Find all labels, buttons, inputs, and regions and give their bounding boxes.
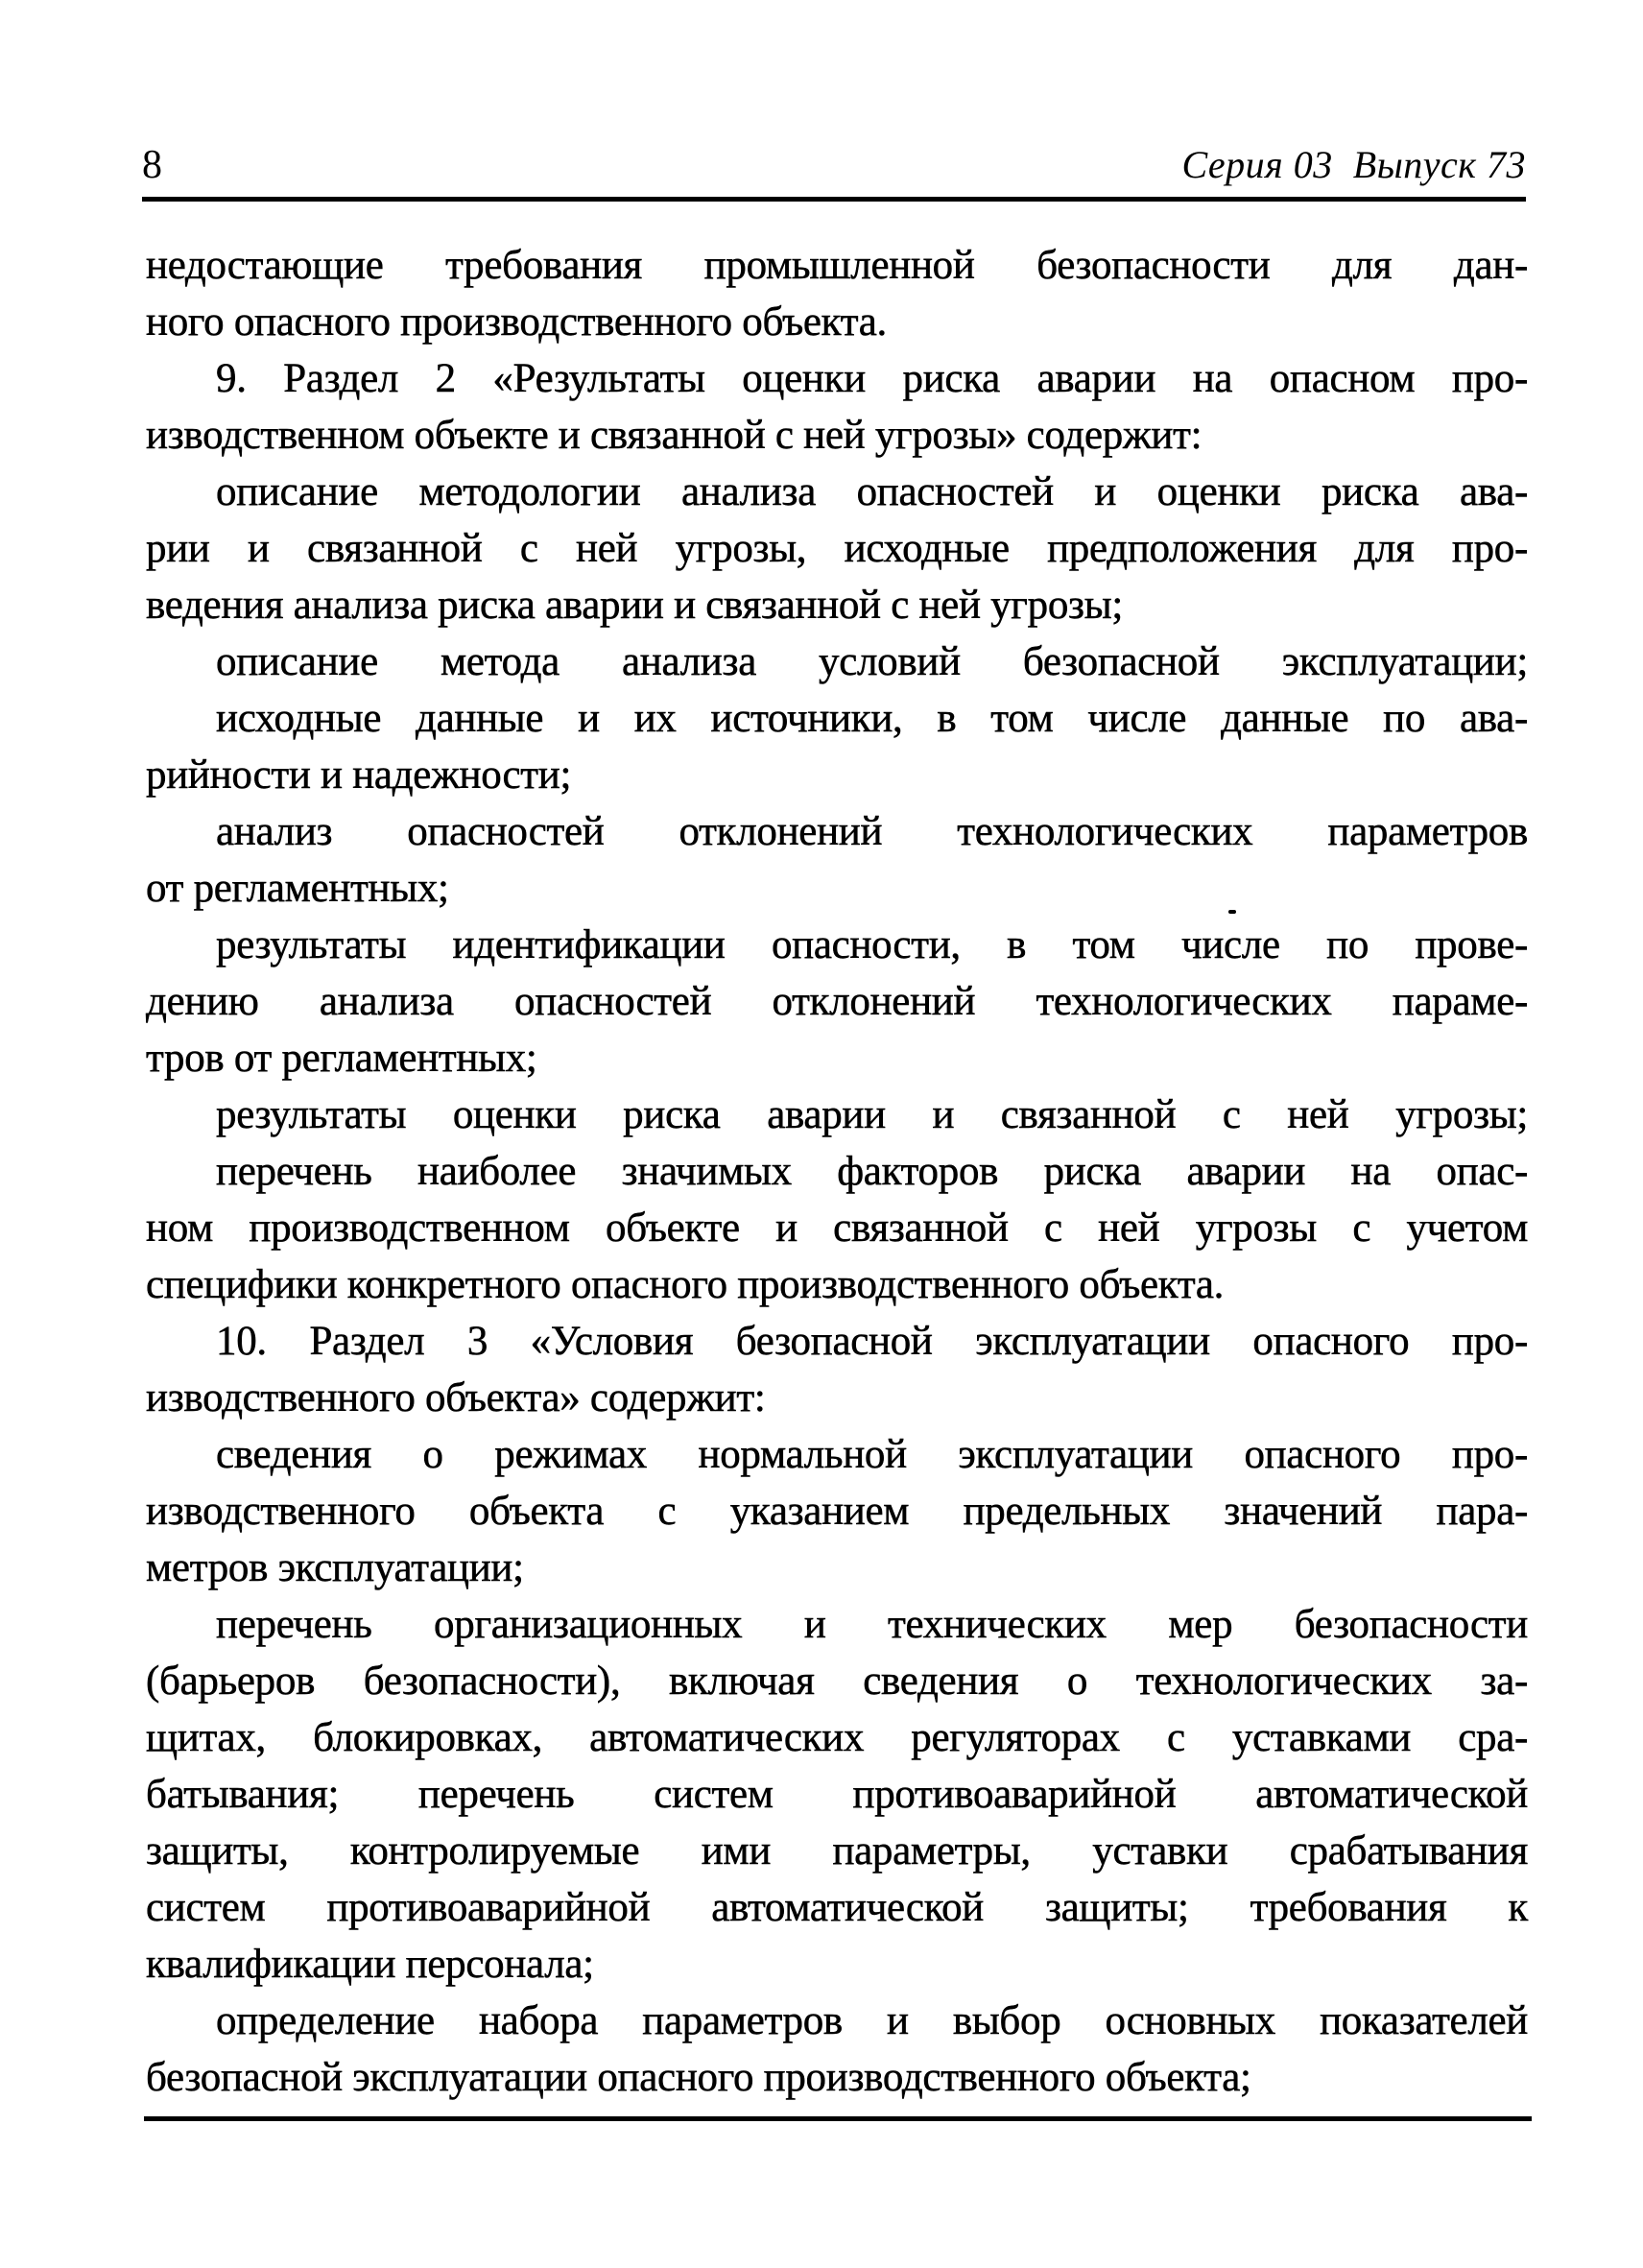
text-line: специфики конкретного опасного производственного объекта. <box>146 1262 1225 1307</box>
scan-artifact-speck <box>1228 910 1236 914</box>
header-series-title: Серия 03 Выпуск 73 <box>1181 143 1526 186</box>
text-line: изводственного объекта» содержит: <box>146 1375 766 1420</box>
text-line: квалификации персонала; <box>146 1942 594 1987</box>
text-line: рийности и надежности; <box>146 752 572 798</box>
text-block <box>146 237 1528 2106</box>
text-line: описание метода анализа условий безопасной эксплуатации; <box>216 639 1528 684</box>
text-line: сведения о режимах нормальной эксплуатации опасного про- <box>216 1432 1528 1477</box>
text-line: дению анализа опасностей отклонений технологических параме- <box>146 979 1528 1024</box>
text-line: перечень наиболее значимых факторов риска аварии на опас- <box>216 1149 1528 1194</box>
text-line: щитах, блокировках, автоматических регуляторах с уставками сра- <box>146 1715 1528 1760</box>
text-line: изводственного объекта с указанием предельных значений пара- <box>146 1489 1528 1534</box>
text-line: рии и связанной с ней угрозы, исходные предположения для про- <box>146 526 1528 571</box>
text-line: ведения анализа риска аварии и связанной с ней угрозы; <box>146 583 1123 628</box>
text-line: защиты, контролируемые ими параметры, уставки срабатывания <box>146 1828 1528 1874</box>
footer-rule <box>144 2116 1532 2121</box>
text-line: метров эксплуатации; <box>146 1545 524 1590</box>
text-line: (барьеров безопасности), включая сведения о технологических за- <box>146 1659 1528 1704</box>
text-line: определение набора параметров и выбор основных показателей <box>216 1998 1528 2043</box>
text-line: недостающие требования промышленной безопасности для дан- <box>146 243 1528 288</box>
text-line: ного опасного производственного объекта. <box>146 299 887 345</box>
text-line: результаты идентификации опасности, в том числе по прове- <box>216 922 1528 967</box>
text-line: безопасной эксплуатации опасного производственного объекта; <box>146 2055 1251 2100</box>
text-line: описание методологии анализа опасностей и оценки риска ава- <box>216 469 1528 514</box>
text-line: тров от регламентных; <box>146 1036 537 1081</box>
text-line: систем противоаварийной автоматической защиты; требования к <box>146 1885 1528 1930</box>
text-line: исходные данные и их источники, в том числе данные по ава- <box>216 696 1528 741</box>
page-number: 8 <box>142 143 162 187</box>
header-rule <box>142 197 1526 202</box>
text-line: батывания; перечень систем противоаварийной автоматической <box>146 1772 1528 1817</box>
text-line: 9. Раздел 2 «Результаты оценки риска аварии на опасном про- <box>216 356 1528 401</box>
text-line: ном производственном объекте и связанной с ней угрозы с учетом <box>146 1206 1528 1251</box>
text-line: от регламентных; <box>146 866 449 911</box>
text-line: перечень организационных и технических мер безопасности <box>216 1602 1528 1647</box>
page-header <box>142 142 1526 188</box>
text-line: результаты оценки риска аварии и связанной с ней угрозы; <box>216 1092 1528 1137</box>
text-line: изводственном объекте и связанной с ней угрозы» содержит: <box>146 413 1202 458</box>
text-line: анализ опасностей отклонений технологических параметров <box>216 809 1528 854</box>
text-line: 10. Раздел 3 «Условия безопасной эксплуатации опасного про- <box>216 1319 1528 1364</box>
